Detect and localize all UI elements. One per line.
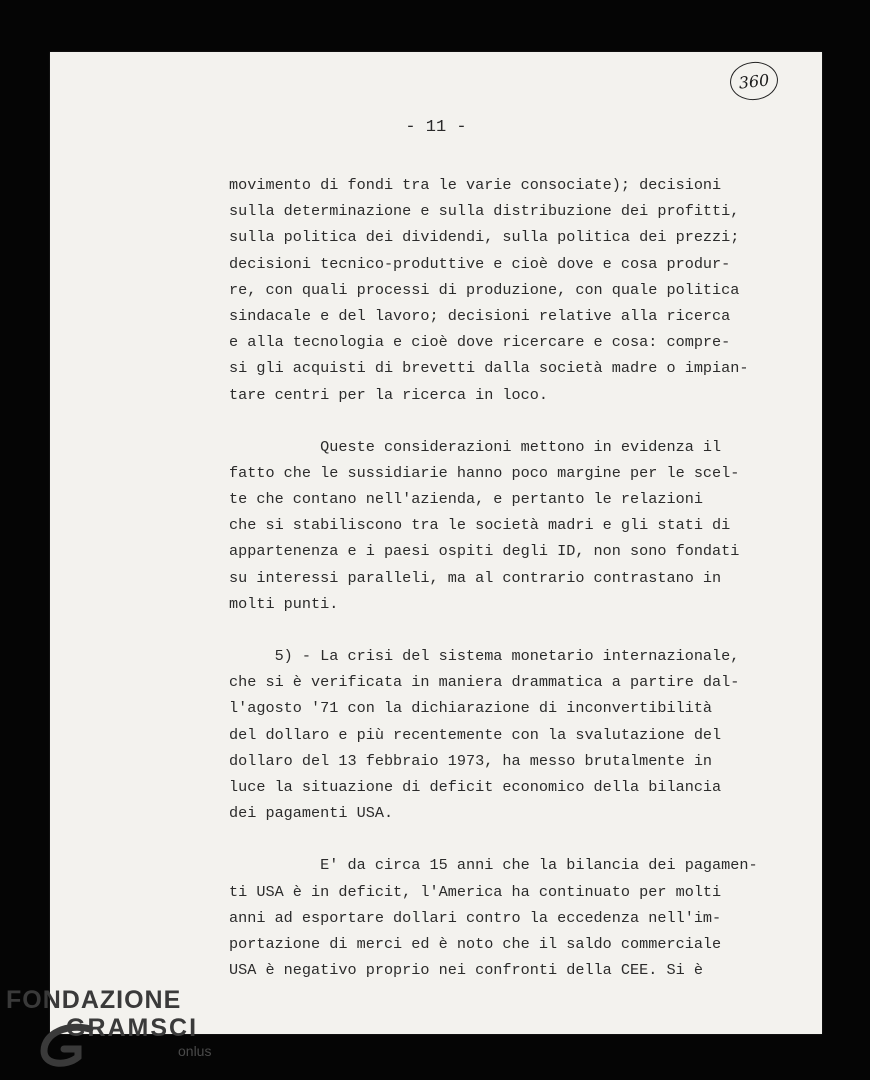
paragraph [229,434,759,617]
fondazione-gramsci-watermark [6,985,226,1075]
watermark-subtitle: onlus [178,1043,212,1059]
text-line: dollaro del 13 febbraio 1973, ha messo brutalmente in [229,751,713,770]
watermark-line-2: GRAMSCI [66,1014,199,1042]
document-page [50,52,822,1034]
text-line: 5) - La crisi del sistema monetario internazionale, [229,647,740,665]
text-line: sulla determinazione e sulla distribuzione dei profitti, [229,202,740,221]
watermark-line-1: FONDAZIONE [6,986,182,1014]
text-line: l'agosto '71 con la dichiarazione di inconvertibilità [229,699,713,718]
text-line: sindacale e del lavoro; decisioni relative alla ricerca [229,306,731,325]
text-line: tare centri per la ricerca in loco. [229,385,548,404]
archive-number-stamp: 360 [728,60,780,103]
text-line: te che contano nell'azienda, e pertanto le relazioni [229,490,703,509]
text-line: si gli acquisti di brevetti dalla società madre o impian- [229,359,749,378]
text-line: anni ad esportare dollari contro la eccedenza nell'im- [229,908,722,927]
text-line: USA è negativo proprio nei confronti della CEE. Si è [229,961,703,980]
document-body [229,172,759,1009]
text-line: e alla tecnologia e cioè dove ricercare e cosa: compre- [229,333,731,352]
text-line: decisioni tecnico-produttive e cioè dove e cosa produr- [229,254,731,273]
text-line: su interessi paralleli, ma al contrario contrastano in [229,568,722,587]
paragraph [229,852,759,983]
text-line: movimento di fondi tra le varie consociate); decisioni [229,176,722,194]
text-line: ti USA è in deficit, l'America ha continuato per molti [229,882,722,901]
text-line: sulla politica dei dividendi, sulla politica dei prezzi; [229,228,740,247]
text-line: che si stabiliscono tra le società madri e gli stati di [229,516,731,535]
text-line: E' da circa 15 anni che la bilancia dei pagamen- [229,856,758,875]
text-line: re, con quali processi di produzione, con quale politica [229,280,740,299]
paragraph [229,172,759,408]
text-line: molti punti. [229,594,339,613]
page-number: - 11 - [405,118,467,137]
text-line: Queste considerazioni mettono in evidenza il [229,437,722,456]
text-line: che si è verificata in maniera drammatica a partire dal- [229,673,740,692]
text-line: portazione di merci ed è noto che il saldo commerciale [229,934,722,953]
text-line: luce la situazione di deficit economico della bilancia [229,777,722,796]
paragraph [229,643,759,826]
text-line: appartenenza e i paesi ospiti degli ID, non sono fondati [229,542,740,561]
text-line: fatto che le sussidiarie hanno poco margine per le scel- [229,463,740,482]
text-line: del dollaro e più recentemente con la svalutazione del [229,725,722,744]
gramsci-logo-icon [38,1021,98,1071]
text-line: dei pagamenti USA. [229,804,394,823]
